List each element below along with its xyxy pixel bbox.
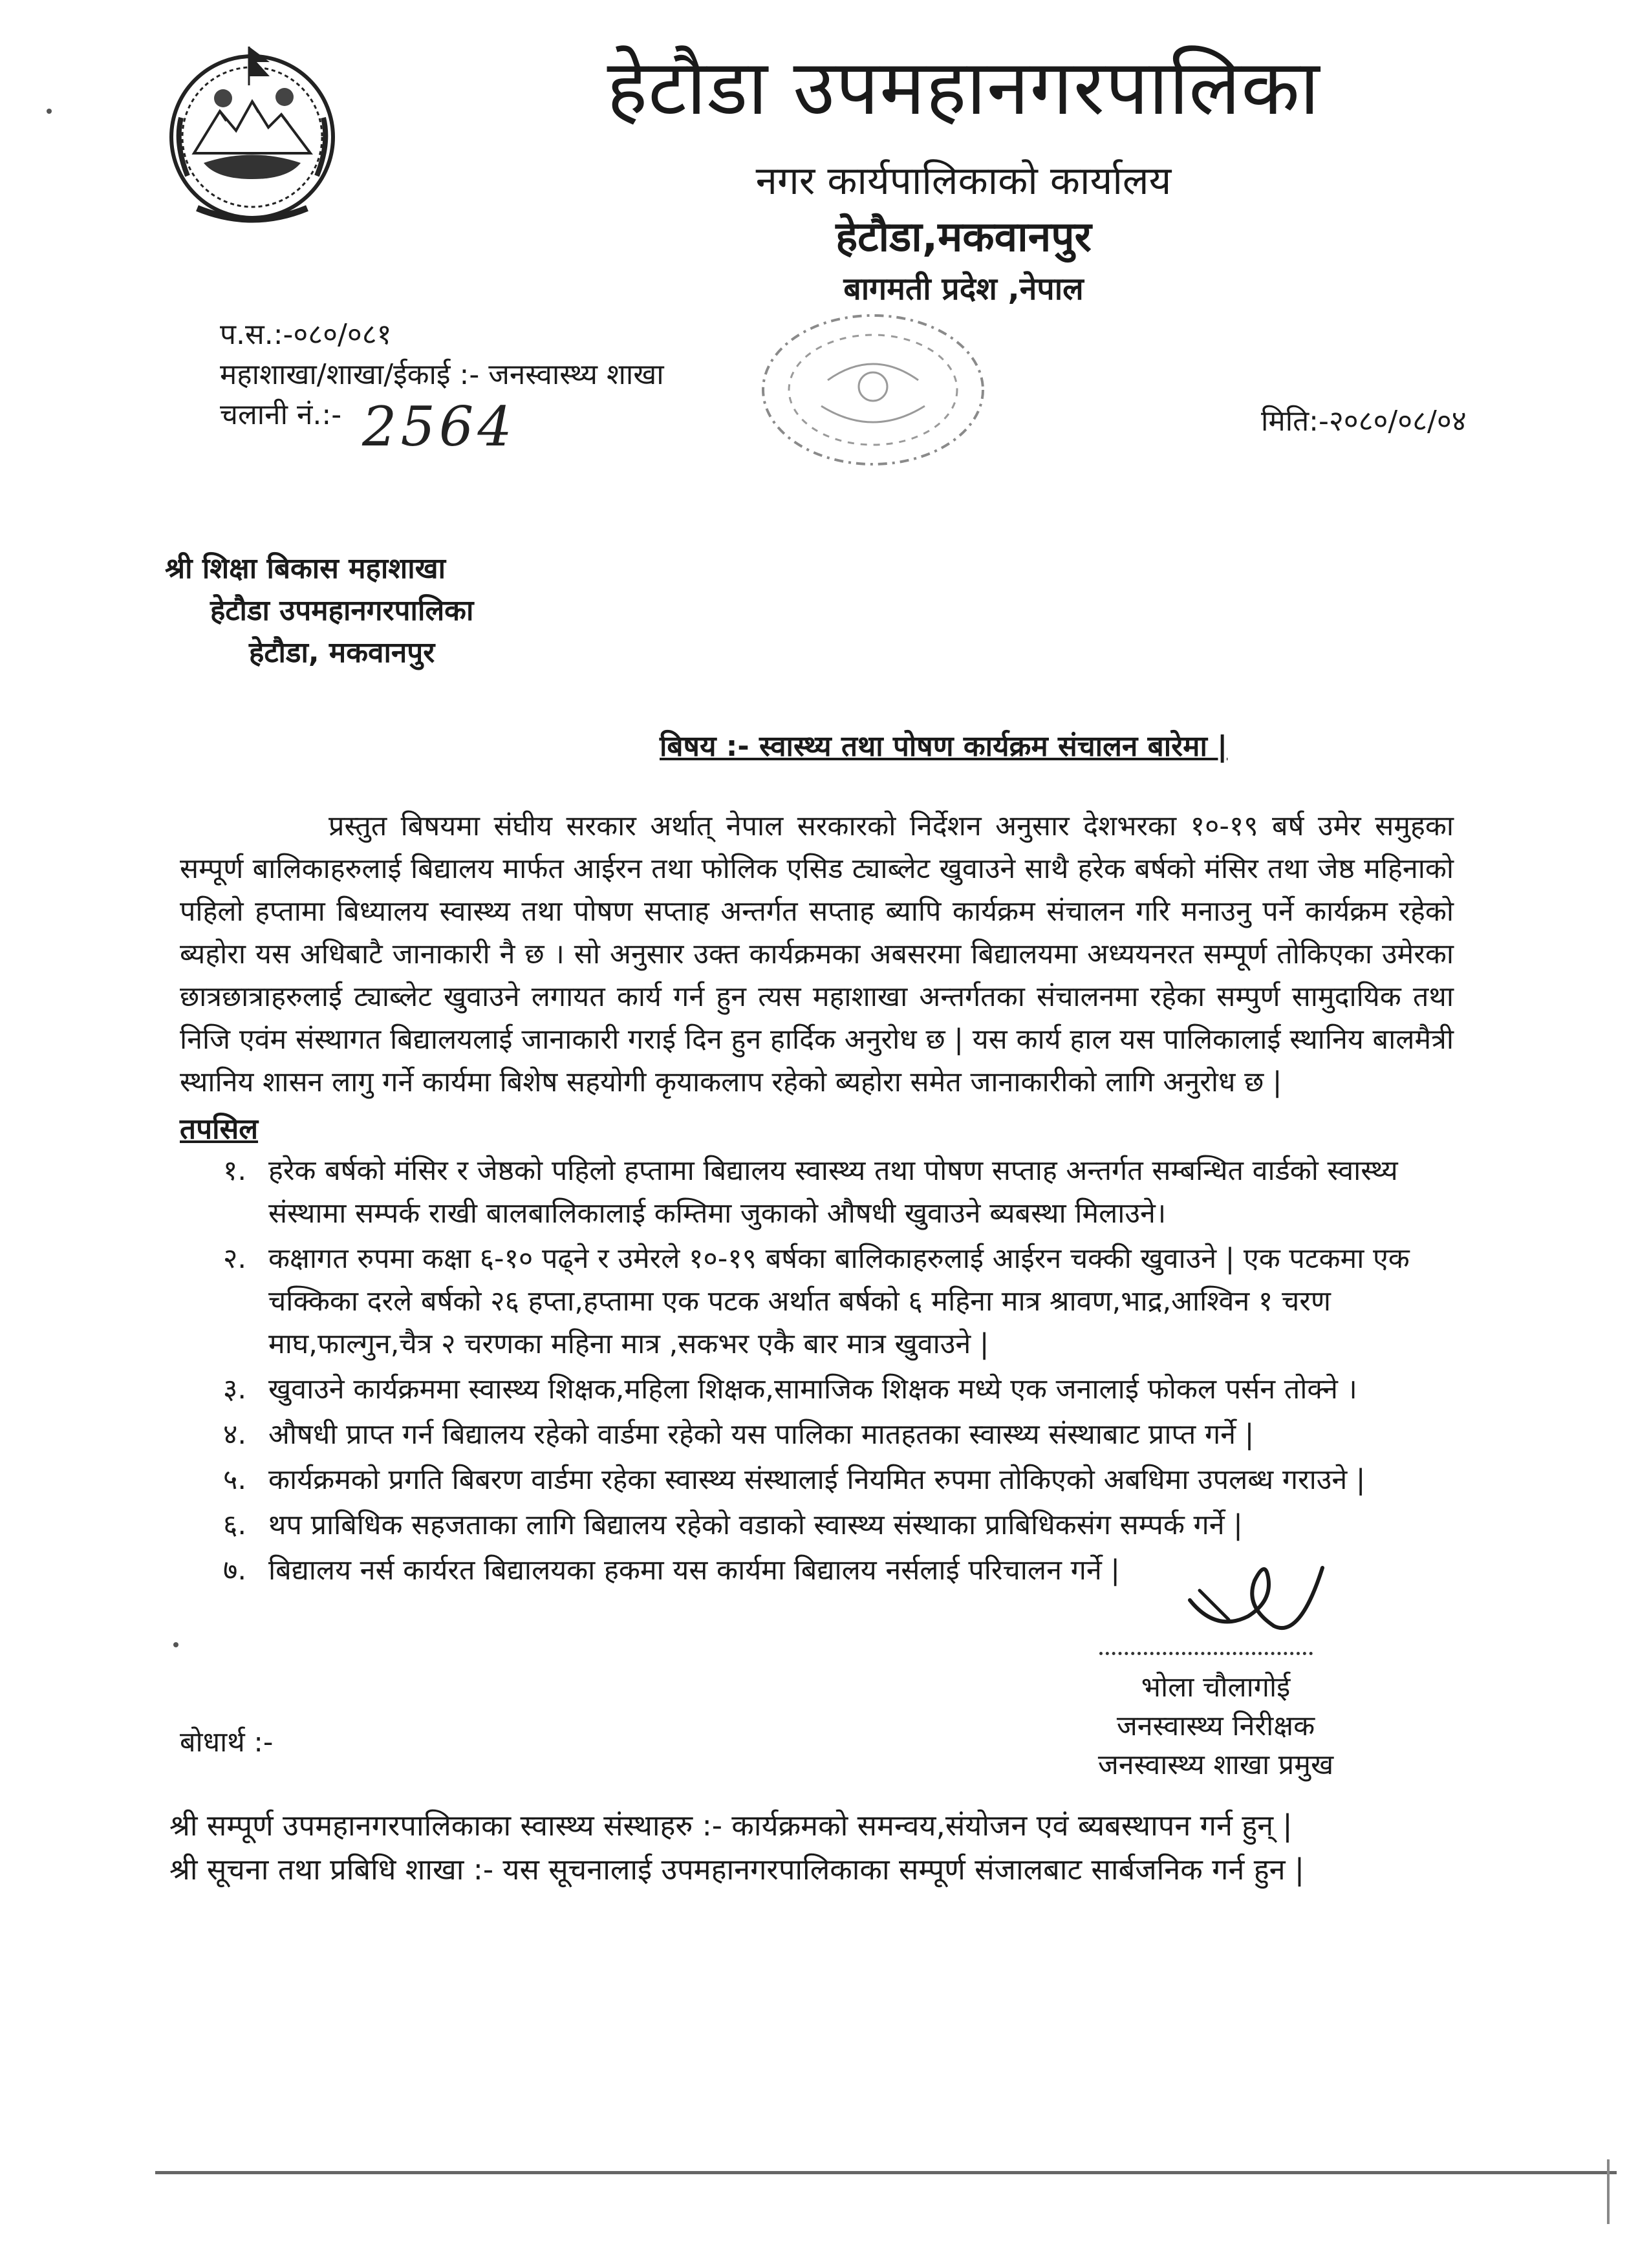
letter-body: [180, 805, 1454, 1104]
dispatch-number-handwritten: 2564: [362, 395, 516, 458]
nepal-emblem-icon: [158, 40, 346, 228]
bodhartha-label: बोधार्थ :-: [180, 1726, 274, 1759]
cc-line-1: श्री सम्पूर्ण उपमहानगरपालिकाका स्वास्थ्य संस्थाहरु :- कार्यक्रमको समन्वय,संयोजन एवं ब्यबस्थापन गर्न हुन् |: [169, 1808, 1293, 1843]
item-text: खुवाउने कार्यक्रममा स्वास्थ्य शिक्षक,महिला शिक्षक,सामाजिक शिक्षक मध्ये एक जनालाई फोकल पर्सन तोक्ने ।: [268, 1373, 1357, 1406]
office-name: नगर कार्यपालिकाको कार्यालय: [755, 158, 1172, 204]
scan-speck: [47, 109, 52, 114]
recipient-line-3: हेटौडा, मकवानपुर: [249, 636, 435, 669]
list-item: [223, 1150, 1458, 1235]
letter-date: मिति:-२०८०/०८/०४: [1261, 405, 1467, 438]
tapsil-list: [223, 1150, 1458, 1594]
body-paragraph: प्रस्तुत बिषयमा संघीय सरकार अर्थात् नेपाल सरकारको निर्देशन अनुसार देशभरका १०-१९ बर्ष उमेर समुहका सम्पूर्ण बालिकाहरुलाई बिद्यालय मार्फत आईरन तथा फोलिक एसिड ट्याब्लेट खुवाउने साथै हरेक बर्षको मंसिर तथा जेष्ठ महिनाको पहिलो हप्तामा बिध्यालय स्वास्थ्य तथा पोषण सप्ताह अन्तर्गत सप्ताह ब्यापि कार्यक्रम संचालन गरि मनाउनु पर्ने कार्यक्रम रहेको ब्यहोरा यस अधिबाटै जानाकारी नै छ । सो अनुसार उक्त कार्यक्रमका अबसरमा बिद्यालयमा अध्ययनरत सम्पूर्ण तोकिएका उमेरका छात्रछात्राहरुलाई ट्याब्लेट खुवाउने लगायत कार्य गर्न हुन त्यस महाशाखा अन्तर्गतका संचालनमा रहेका सम्पुर्ण सामुदायिक तथा निजि एवंम संस्थागत बिद्यालयलाई जानाकारी गराई दिन हुन हार्दिक अनुरोध छ | यस कार्य हाल यस पालिकालाई स्थानिय बालमैत्री स्थानिय शासन लागु गर्ने कार्यमा बिशेष सहयोगी कृयाकलाप रहेको ब्यहोरा समेत जानाकारीको लागि अनुरोध छ |: [180, 810, 1454, 1098]
item-number: ५.: [223, 1464, 247, 1496]
item-number: ६.: [223, 1509, 247, 1541]
recipient-line-2: हेटौडा उपमहानगरपालिका: [210, 594, 474, 627]
item-number: २.: [223, 1243, 247, 1275]
item-number: ३.: [223, 1373, 247, 1406]
item-number: ४.: [223, 1418, 247, 1451]
office-seal-stamp: [757, 309, 989, 471]
item-text: कार्यक्रमको प्रगति बिबरण वार्डमा रहेका स्वास्थ्य संस्थालाई नियमित रुपमा तोकिएको अबधिमा उपलब्ध गराउने |: [268, 1464, 1366, 1496]
cc-line-2: श्री सूचना तथा प्रबिधि शाखा :- यस सूचनालाई उपमहानगरपालिकाका सम्पूर्ण संजालबाट सार्बजनिक गर्न हुन |: [169, 1852, 1305, 1887]
signatory-role: जनस्वास्थ्य शाखा प्रमुख: [1097, 1749, 1334, 1781]
signatory-name: भोला चौलागोई: [1141, 1671, 1291, 1704]
signature-line: [1099, 1652, 1313, 1655]
province-name: बागमती प्रदेश ,नेपाल: [843, 271, 1084, 307]
scan-speck: [173, 1642, 178, 1647]
municipality-title: हेटौडा उपमहानगरपालिका: [607, 43, 1320, 132]
list-item: [223, 1413, 1458, 1456]
department-line: महाशाखा/शाखा/ईकाई :- जनस्वास्थ्य शाखा: [220, 358, 664, 391]
list-item: [223, 1504, 1458, 1546]
recipient-line-1: श्री शिक्षा बिकास महाशाखा: [165, 552, 446, 585]
dispatch-label: चलानी नं.:-: [220, 398, 342, 431]
item-text: औषधी प्राप्त गर्न बिद्यालय रहेको वार्डमा रहेको यस पालिका मातहतका स्वास्थ्य संस्थाबाट प्राप्त गर्ने |: [268, 1418, 1255, 1451]
item-number: ७.: [223, 1554, 247, 1587]
list-item: [223, 1459, 1458, 1501]
list-item: [223, 1368, 1458, 1411]
item-text: हरेक बर्षको मंसिर र जेष्ठको पहिलो हप्तामा बिद्यालय स्वास्थ्य तथा पोषण सप्ताह अन्तर्गत सम्बन्धित वार्डको स्वास्थ्य संस्थामा सम्पर्क राखी बालबालिकालाई कम्तिमा जुकाको औषधी खुवाउने ब्यबस्था मिलाउने।: [268, 1155, 1398, 1230]
item-number: १.: [223, 1155, 247, 1187]
list-item: [223, 1237, 1458, 1365]
fiscal-year: प.स.:-०८०/०८१: [220, 318, 392, 351]
office-location: हेटौडा,मकवानपुर: [835, 213, 1092, 261]
item-text: थप प्राबिधिक सहजताका लागि बिद्यालय रहेको वडाको स्वास्थ्य संस्थाका प्राबिधिकसंग सम्पर्क गर्ने |: [268, 1509, 1243, 1541]
tapsil-heading: तपसिल: [180, 1113, 259, 1146]
letter-subject: बिषय :- स्वास्थ्य तथा पोषण कार्यक्रम संचालन बारेमा |: [660, 730, 1228, 763]
item-text: कक्षागत रुपमा कक्षा ६-१० पढ्ने र उमेरले १०-१९ बर्षका बालिकाहरुलाई आईरन चक्की खुवाउने | एक पटकमा एक चक्किका दरले बर्षको २६ हप्ता,हप्तामा एक पटक अर्थात बर्षको ६ महिना मात्र श्रावण,भाद्र,आश्विन १ चरण माघ,फाल्गुन,चैत्र २ चरणका महिना मात्र ,सकभर एकै बार मात्र खुवाउने |: [268, 1243, 1410, 1360]
signatory-title: जनस्वास्थ्य निरीक्षक: [1116, 1710, 1315, 1742]
signature-mark: [1177, 1555, 1332, 1652]
item-text: बिद्यालय नर्स कार्यरत बिद्यालयका हकमा यस कार्यमा बिद्यालय नर्सलाई परिचालन गर्ने |: [268, 1554, 1120, 1587]
scan-edge-mark: [1607, 2159, 1610, 2224]
bottom-divider: [155, 2171, 1617, 2174]
